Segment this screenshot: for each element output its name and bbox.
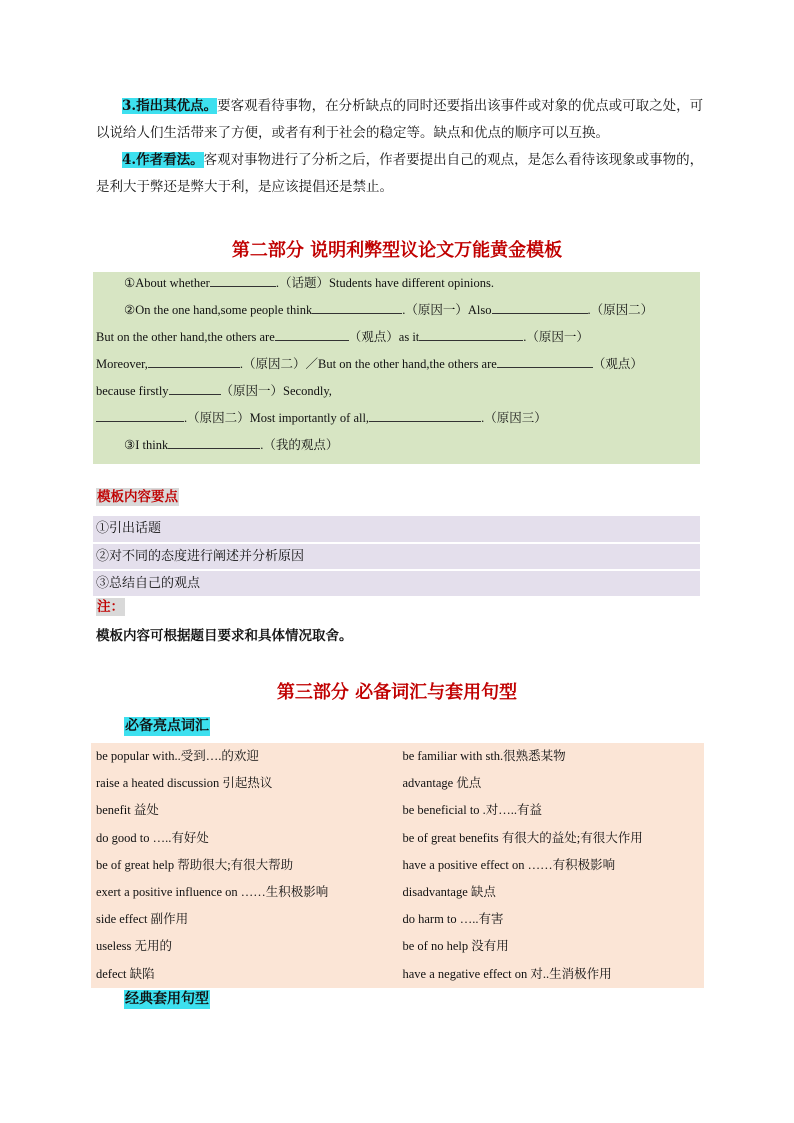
- vocab-cell: be popular with..受到….的欢迎: [96, 749, 259, 763]
- point-3-text: 要客观看待事物，在分析缺点的同时还要指出该事件或对象的优点或可取之处，可以说给人们生活带来了方便，或者有利于社会的稳定等。缺点和优点的顺序可以互换。: [96, 98, 704, 141]
- template-line-3: But on the other hand,the others are （观点）as it .（原因一）: [96, 324, 706, 351]
- vocab-row: [91, 770, 704, 797]
- vocab-cell: be familiar with sth.很熟悉某物: [402, 749, 566, 763]
- template-line-2: ②On the one hand,some people think .（原因一）Also .（原因二）: [124, 297, 734, 324]
- point-4-text: 客观对事物进行了分析之后，作者要提出自己的观点，是怎么看待该现象或事物的，是利大于弊还是弊大于利，是应该提倡还是禁止。: [96, 152, 704, 195]
- vocab-row: [91, 906, 704, 933]
- vocab-table: [91, 743, 704, 988]
- point-3: [96, 93, 706, 147]
- vocab-cell: useless 无用的: [96, 939, 173, 954]
- vocab-cell: exert a positive influence on ……生积极影响: [96, 884, 329, 899]
- template-line-6: .（原因二）Most importantly of all, .（原因三）: [96, 405, 706, 432]
- vocab-cell: raise a heated discussion 引起热议: [96, 776, 273, 791]
- vocab-cell: be beneficial to .对…..有益: [402, 803, 543, 818]
- vocab-cell: do harm to …..有害: [402, 912, 504, 927]
- vocab-cell: side effect 副作用: [96, 912, 189, 927]
- vocab-cell: do good to …..有好处: [96, 830, 209, 845]
- vocab-cell: be of no help 没有用: [402, 939, 509, 954]
- key-point-2: ②对不同的态度进行阐述并分析原因: [93, 543, 700, 569]
- key-point-1: ①引出话题: [93, 516, 700, 542]
- point-4: [96, 147, 706, 201]
- point-3-label: 3.指出其优点。: [122, 98, 218, 114]
- vocab-row: [91, 961, 704, 988]
- vocab-row: [91, 825, 704, 852]
- template-line-1: ①About whether .（话题）Students have different opinions.: [124, 270, 734, 297]
- template-line-4: Moreover, .（原因二）／But on the other hand,the others are （观点）: [96, 351, 706, 378]
- vocab-row: [91, 933, 704, 960]
- vocab-cell: have a negative effect on 对..生消极作用: [402, 966, 612, 981]
- vocab-row: [91, 879, 704, 906]
- vocab-row: [91, 852, 704, 879]
- vocab-cell: advantage 优点: [402, 776, 482, 791]
- vocab-cell: be of great benefits 有很大的益处;有很大作用: [402, 830, 643, 845]
- part2-title: 第二部分 说明利弊型议论文万能黄金模板: [231, 240, 563, 261]
- key-points-label: 模板内容要点: [97, 489, 178, 505]
- vocab-label: 必备亮点词汇: [125, 718, 209, 734]
- note-text: 模板内容可根据题目要求和具体情况取舍。: [96, 628, 353, 644]
- vocab-row: [91, 743, 704, 770]
- point-4-label: 4.作者看法。: [122, 152, 204, 168]
- vocab-cell: benefit 益处: [96, 803, 159, 818]
- vocab-cell: have a positive effect on ……有积极影响: [402, 857, 616, 872]
- note-label: 注：: [97, 599, 124, 615]
- vocab-cell: defect 缺陷: [96, 966, 155, 981]
- vocab-cell: be of great help 帮助很大;有很大帮助: [96, 857, 294, 872]
- vocab-row: [91, 797, 704, 824]
- part3-title: 第三部分 必备词汇与套用句型: [276, 682, 518, 703]
- vocab-cell: disadvantage 缺点: [402, 884, 496, 899]
- key-point-3: ③总结自己的观点: [93, 570, 700, 596]
- template-line-5: because firstly （原因一）Secondly,: [96, 378, 706, 405]
- sentences-label: 经典套用句型: [125, 991, 209, 1007]
- template-line-7: ③I think .（我的观点）: [124, 432, 734, 459]
